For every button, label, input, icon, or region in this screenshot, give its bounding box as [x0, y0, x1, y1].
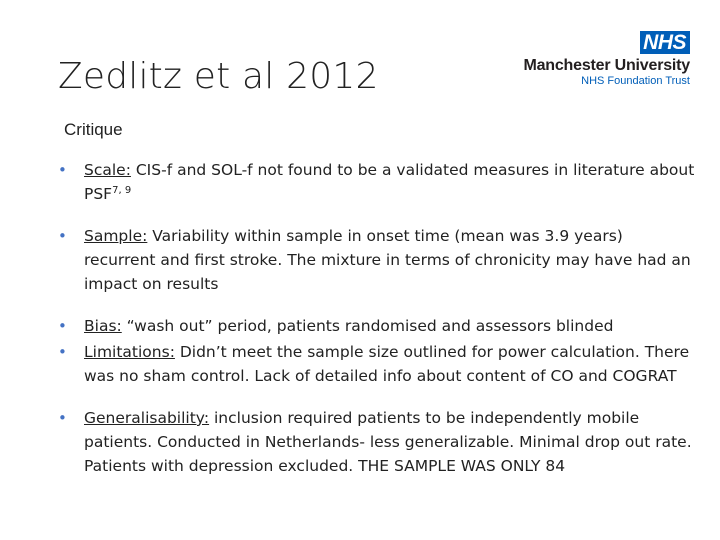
bullet-text: inclusion required patients to be independently mobile patients. Conducted in Netherlands- less generalizable. Minimal drop out rate. Patients with depression excluded. THE SAMPLE WAS ONLY 84	[84, 409, 692, 475]
page-title: Zedlitz et al 2012	[58, 56, 379, 97]
bullet-term: Generalisability:	[84, 409, 210, 427]
bullet-term: Limitations:	[84, 343, 175, 361]
bullet-icon: •	[58, 161, 67, 179]
bullet-icon: •	[58, 409, 67, 427]
bullet-list	[58, 158, 698, 478]
bullet-icon: •	[58, 227, 67, 245]
bullet-sample	[58, 224, 698, 296]
bullet-limitations	[58, 340, 698, 388]
bullet-text: “wash out” period, patients randomised and assessors blinded	[121, 317, 614, 335]
nhs-badge: NHS	[640, 31, 690, 54]
slide-subtitle: Critique	[64, 120, 123, 139]
bullet-text: Didn’t meet the sample size outlined for power calculation. There was no sham control. Lack of detailed info about content of CO and COGRAT	[84, 343, 690, 385]
org-subtitle: NHS Foundation Trust	[581, 75, 690, 87]
bullet-term: Scale:	[84, 161, 131, 179]
bullet-term: Sample:	[84, 227, 148, 245]
bullet-text: CIS-f and SOL-f not found to be a validated measures in literature about PSF	[84, 161, 695, 203]
bullet-term: Bias:	[84, 317, 122, 335]
bullet-scale	[58, 158, 698, 206]
bullet-icon: •	[58, 317, 67, 335]
org-name: Manchester University	[523, 57, 690, 74]
bullet-generalisability	[58, 406, 698, 478]
citation: 7, 9	[112, 184, 132, 196]
bullet-text: Variability within sample in onset time (mean was 3.9 years) recurrent and first stroke. The mixture in terms of chronicity may have had an impact on results	[84, 227, 691, 293]
nhs-logo	[523, 31, 690, 87]
bullet-bias	[58, 314, 698, 338]
bullet-icon: •	[58, 343, 67, 361]
